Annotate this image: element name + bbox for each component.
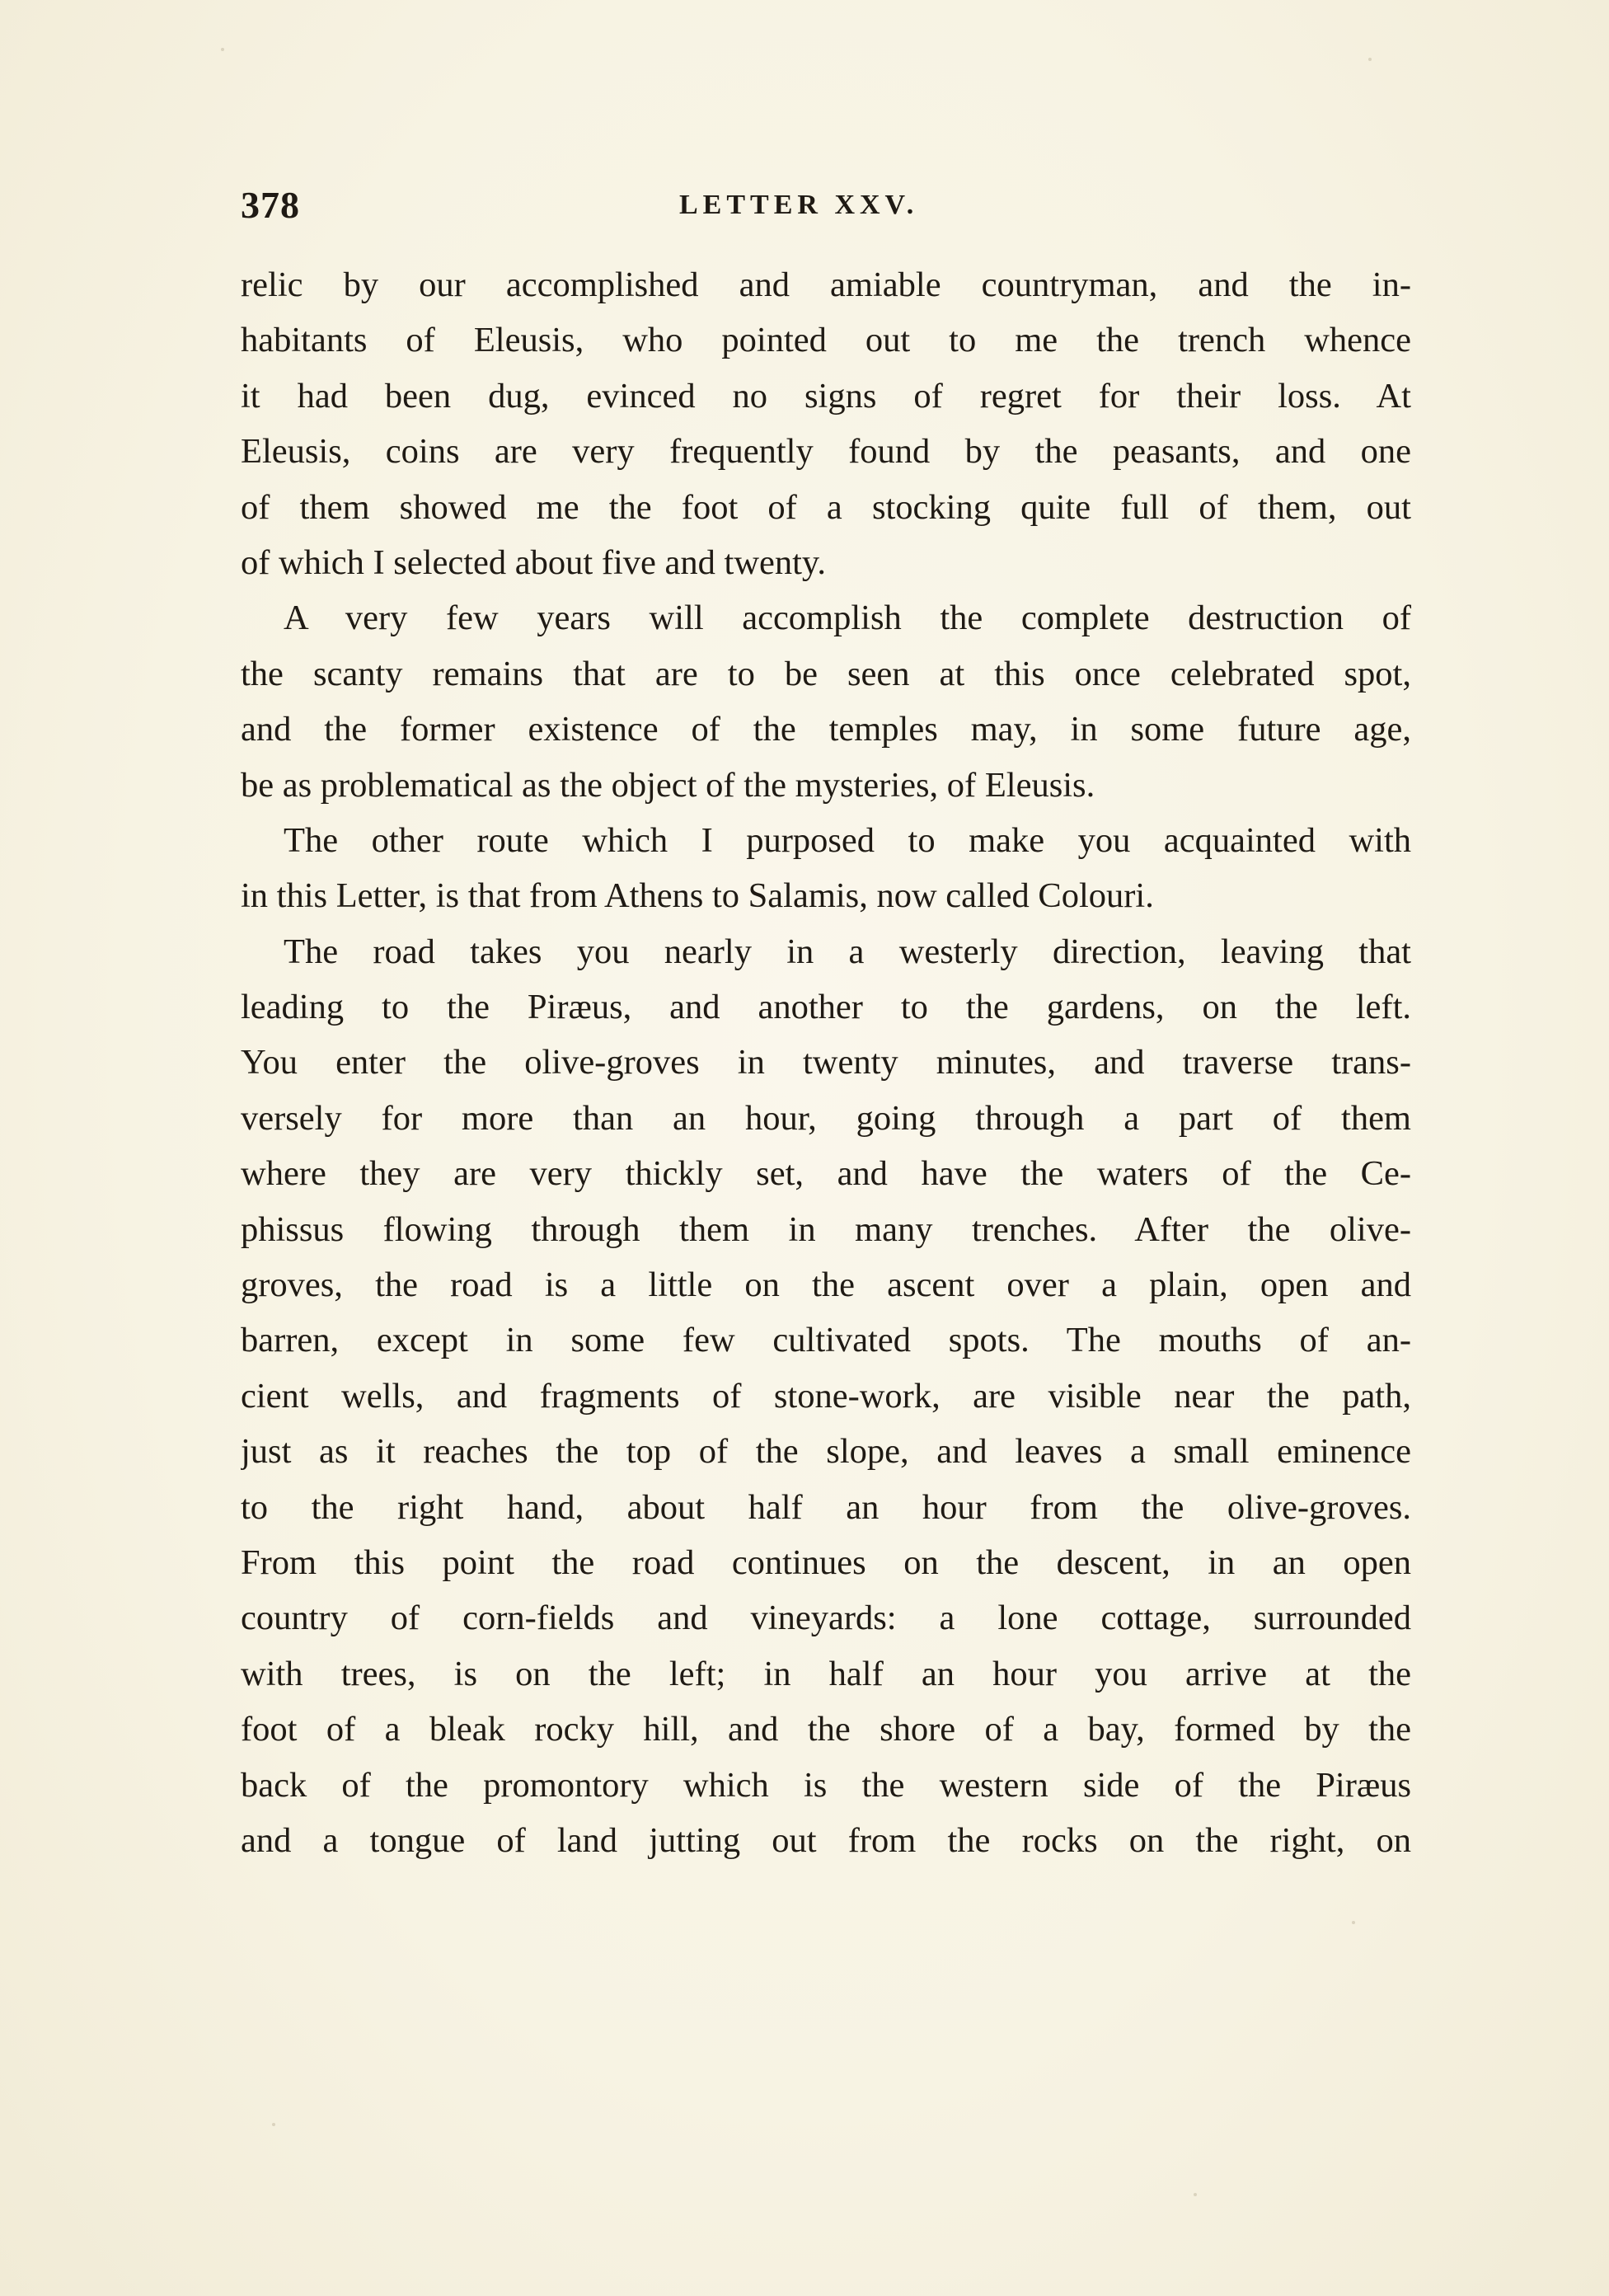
text-line: of which I selected about five and twenty. [241, 542, 827, 582]
text-line: The other route which I purposed to make you acquainted with [284, 820, 1411, 860]
text-line: habitants of Eleusis, who pointed out to me the trench whence [241, 321, 1411, 360]
text-line: back of the promontory which is the western side of the Piræus [241, 1765, 1411, 1805]
text-line: and the former existence of the temples may, in some future age, [241, 710, 1411, 749]
text-line: versely for more than an hour, going through a part of them [241, 1098, 1411, 1138]
text-line: phissus flowing through them in many trenches. After the olive- [241, 1209, 1411, 1249]
text-line: barren, except in some few cultivated spots. The mouths of an- [241, 1321, 1411, 1360]
paper-speck [1194, 2193, 1197, 2196]
text-line: of them showed me the foot of a stocking quite full of them, out [241, 487, 1411, 527]
running-head [241, 183, 1411, 232]
text-line: the scanty remains that are to be seen at this once celebrated spot, [241, 654, 1411, 693]
text-line: foot of a bleak rocky hill, and the shore of a bay, formed by the [241, 1710, 1411, 1749]
text-line: be as problematical as the object of the mysteries, of Eleusis. [241, 765, 1095, 805]
text-line: The road takes you nearly in a westerly direction, leaving that [284, 932, 1411, 971]
text-line: cient wells, and fragments of stone-work, are visible near the path, [241, 1376, 1411, 1416]
body-text [241, 257, 1411, 1868]
paragraph [241, 813, 1411, 924]
text-line: in this Letter, is that from Athens to Salamis, now called Colouri. [241, 876, 1154, 916]
paragraph [241, 924, 1411, 1869]
text-line: where they are very thickly set, and have the waters of the Ce- [241, 1154, 1411, 1194]
text-line: it had been dug, evinced no signs of regret for their loss. At [241, 376, 1411, 416]
text-line: leading to the Piræus, and another to the gardens, on the left. [241, 988, 1411, 1027]
paragraph [241, 257, 1411, 590]
text-line: relic by our accomplished and amiable countryman, and the in- [241, 265, 1411, 304]
page-number: 378 [241, 184, 300, 226]
text-line: A very few years will accomplish the complete destruction of [284, 599, 1411, 638]
paper-speck [1368, 58, 1372, 61]
text-line: to the right hand, about half an hour from the olive-groves. [241, 1487, 1411, 1527]
text-line: just as it reaches the top of the slope, and leaves a small eminence [241, 1432, 1411, 1472]
text-line: Eleusis, coins are very frequently found by the peasants, and one [241, 432, 1411, 472]
text-line: country of corn-fields and vineyards: a lone cottage, surrounded [241, 1599, 1411, 1638]
paragraph [241, 590, 1411, 813]
text-line: You enter the olive-groves in twenty minutes, and traverse trans- [241, 1043, 1411, 1082]
text-line: with trees, is on the left; in half an hour you arrive at the [241, 1654, 1411, 1693]
text-line: groves, the road is a little on the ascent over a plain, open and [241, 1265, 1411, 1305]
paper-speck [221, 48, 224, 51]
paper-speck [272, 2123, 275, 2126]
text-line: and a tongue of land jutting out from the rocks on the right, on [241, 1820, 1411, 1860]
running-title: LETTER XXV. [679, 190, 919, 220]
paper-speck [1352, 1921, 1355, 1924]
text-line: From this point the road continues on the descent, in an open [241, 1542, 1411, 1582]
